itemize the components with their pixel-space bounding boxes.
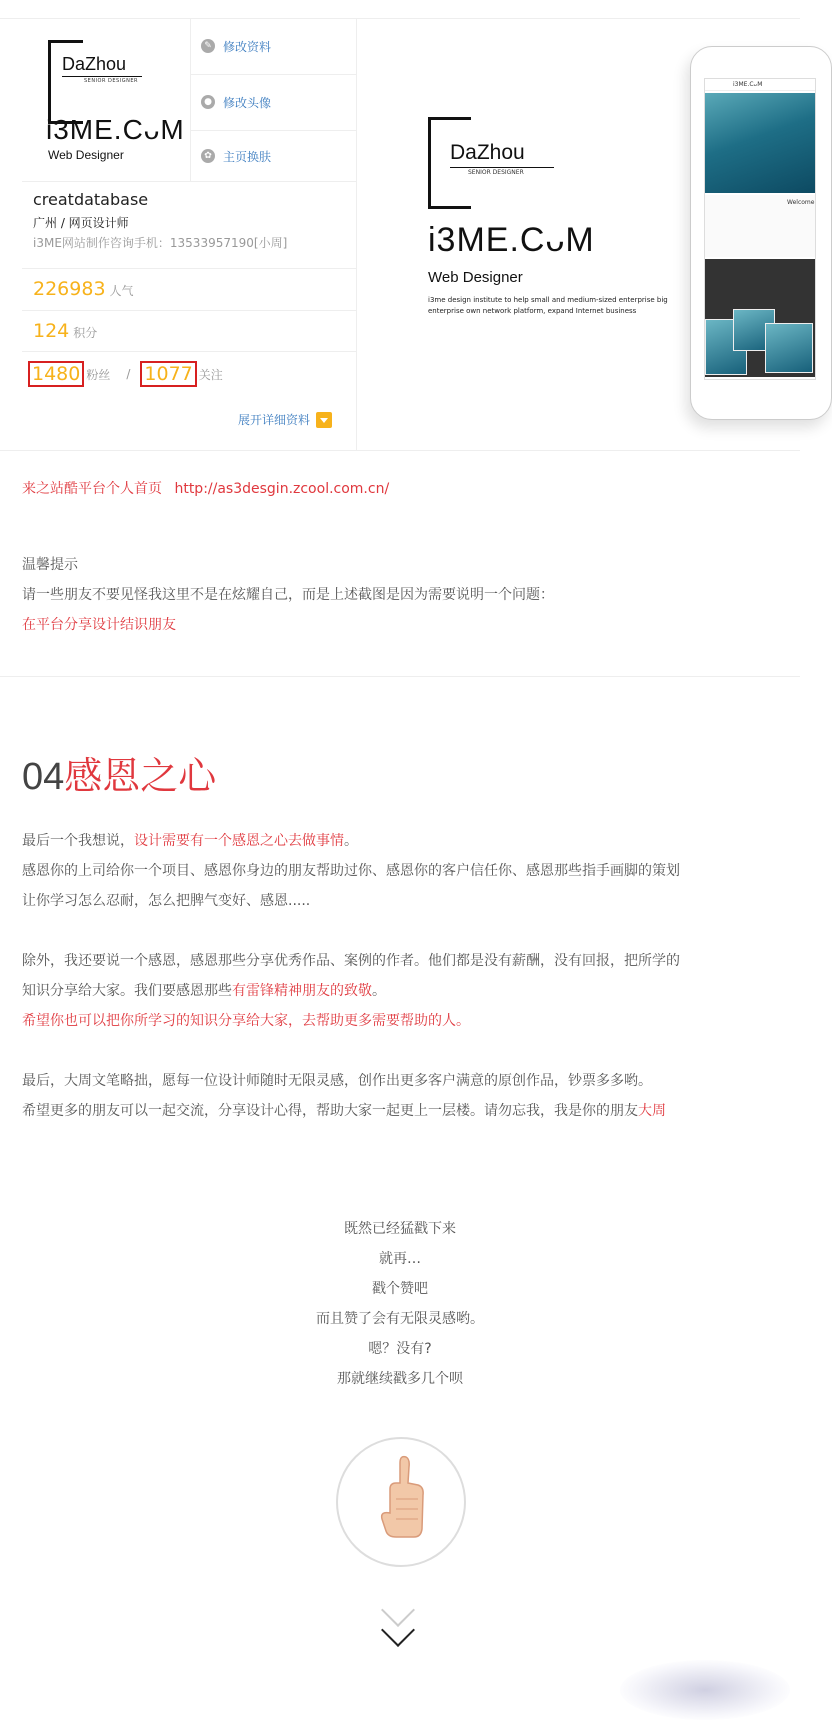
avatar-logo	[22, 18, 188, 180]
paragraph-4: 除外，我还要说一个感恩，感恩那些分享优秀作品、案例的作者。他们都是没有薪酬，没有回报，把所学的	[22, 953, 680, 969]
fans-count[interactable]: 1480	[28, 361, 84, 387]
username: creatdatabase	[33, 190, 149, 209]
closing-line-2: 就再…	[379, 1251, 421, 1267]
user-phone: i3ME网站制作咨询手机：13533957190[小周]	[33, 236, 288, 250]
thumbs-up-icon	[338, 1439, 464, 1565]
paragraph-3: 让你学习怎么忍耐，怎么把脾气变好、感恩.....	[22, 893, 311, 909]
promo-role-text: Web Designer	[428, 269, 523, 286]
pencil-icon: ✎	[201, 39, 215, 53]
paragraph-5: 知识分享给大家。我们要感恩那些有雷锋精神朋友的致敬。	[22, 983, 386, 999]
ipad-screen	[704, 78, 816, 380]
promo-senior-text: SENIOR DESIGNER	[468, 169, 524, 176]
promo-brand-text: i3ME.CᴗM	[428, 221, 595, 259]
chevron-down-icon	[316, 412, 332, 428]
popularity-stat: 226983 人气	[22, 268, 356, 309]
edit-profile-link[interactable]: ✎ 修改资料	[190, 18, 357, 75]
like-button[interactable]	[336, 1437, 466, 1567]
closing-line-3: 戳个赞吧	[372, 1281, 428, 1297]
closing-line-1: 既然已经猛戳下来	[344, 1221, 456, 1237]
paragraph-1: 最后一个我想说，设计需要有一个感恩之心去做事情。	[22, 833, 358, 849]
ipad-site-title: i3ME.CᴗM	[705, 79, 815, 91]
promo-description: i3me design institute to help small and medium-sized enterprise big enterprise own network platform, expand Internet business	[428, 296, 668, 315]
tip-line-1: 请一些朋友不要见怪我这里不是在炫耀自己，而是上述截图是因为需要说明一个问题：	[22, 587, 554, 603]
user-location: 广州 / 网页设计师	[33, 216, 129, 230]
closing-line-5: 嗯？没有?	[368, 1341, 432, 1357]
paragraph-7: 最后，大周文笔略拙，愿每一位设计师随时无限灵感，创作出更多客户满意的原创作品，钞票多多哟。	[22, 1073, 652, 1089]
user-icon: ●	[201, 95, 215, 109]
fans-follow-stat: 1480 粉丝 / 1077 关注	[22, 351, 356, 392]
chevron-down-icon	[381, 1613, 415, 1647]
paragraph-2: 感恩你的上司给你一个项目、感恩你身边的朋友帮助过你、感恩你的客户信任你、感恩那些指手画脚的策划	[22, 863, 680, 879]
expand-details-button[interactable]: 展开详细资料	[238, 411, 332, 428]
section-heading: 04感恩之心	[22, 756, 217, 798]
change-skin-link[interactable]: ✿ 主页换肤	[190, 130, 357, 182]
logo-senior-text: SENIOR DESIGNER	[84, 78, 138, 84]
decorative-shadow	[620, 1660, 790, 1720]
tip-title: 温馨提示	[22, 557, 78, 573]
source-url-link[interactable]: http://as3desgin.zcool.com.cn/	[174, 481, 390, 497]
tip-line-2: 在平台分享设计结识朋友	[22, 617, 176, 633]
source-line: 来之站酷平台个人首页 http://as3desgin.zcool.com.cn/	[22, 481, 390, 497]
change-avatar-link[interactable]: ● 修改头像	[190, 74, 357, 131]
logo-dazhou-text: DaZhou	[62, 54, 127, 74]
following-count[interactable]: 1077	[140, 361, 196, 387]
closing-line-4: 而且赞了会有无限灵感哟。	[316, 1311, 484, 1327]
promo-logo	[428, 117, 688, 327]
promo-dazhou-text: DaZhou	[450, 141, 525, 164]
palette-icon: ✿	[201, 149, 215, 163]
logo-role-text: Web Designer	[48, 148, 124, 162]
paragraph-8: 希望更多的朋友可以一起交流，分享设计心得，帮助大家一起更上一层楼。请勿忘我，我是你的朋友大周	[22, 1103, 666, 1119]
ipad-hero-image	[705, 93, 815, 193]
points-stat: 124 积分	[22, 310, 356, 351]
ipad-welcome-text: Welcome	[787, 199, 815, 206]
closing-line-6: 那就继续戳多几个呗	[337, 1371, 463, 1387]
logo-brand-text: i3ME.CᴗM	[46, 114, 185, 145]
paragraph-6: 希望你也可以把你所学习的知识分享给大家，去帮助更多需要帮助的人。	[22, 1013, 470, 1029]
